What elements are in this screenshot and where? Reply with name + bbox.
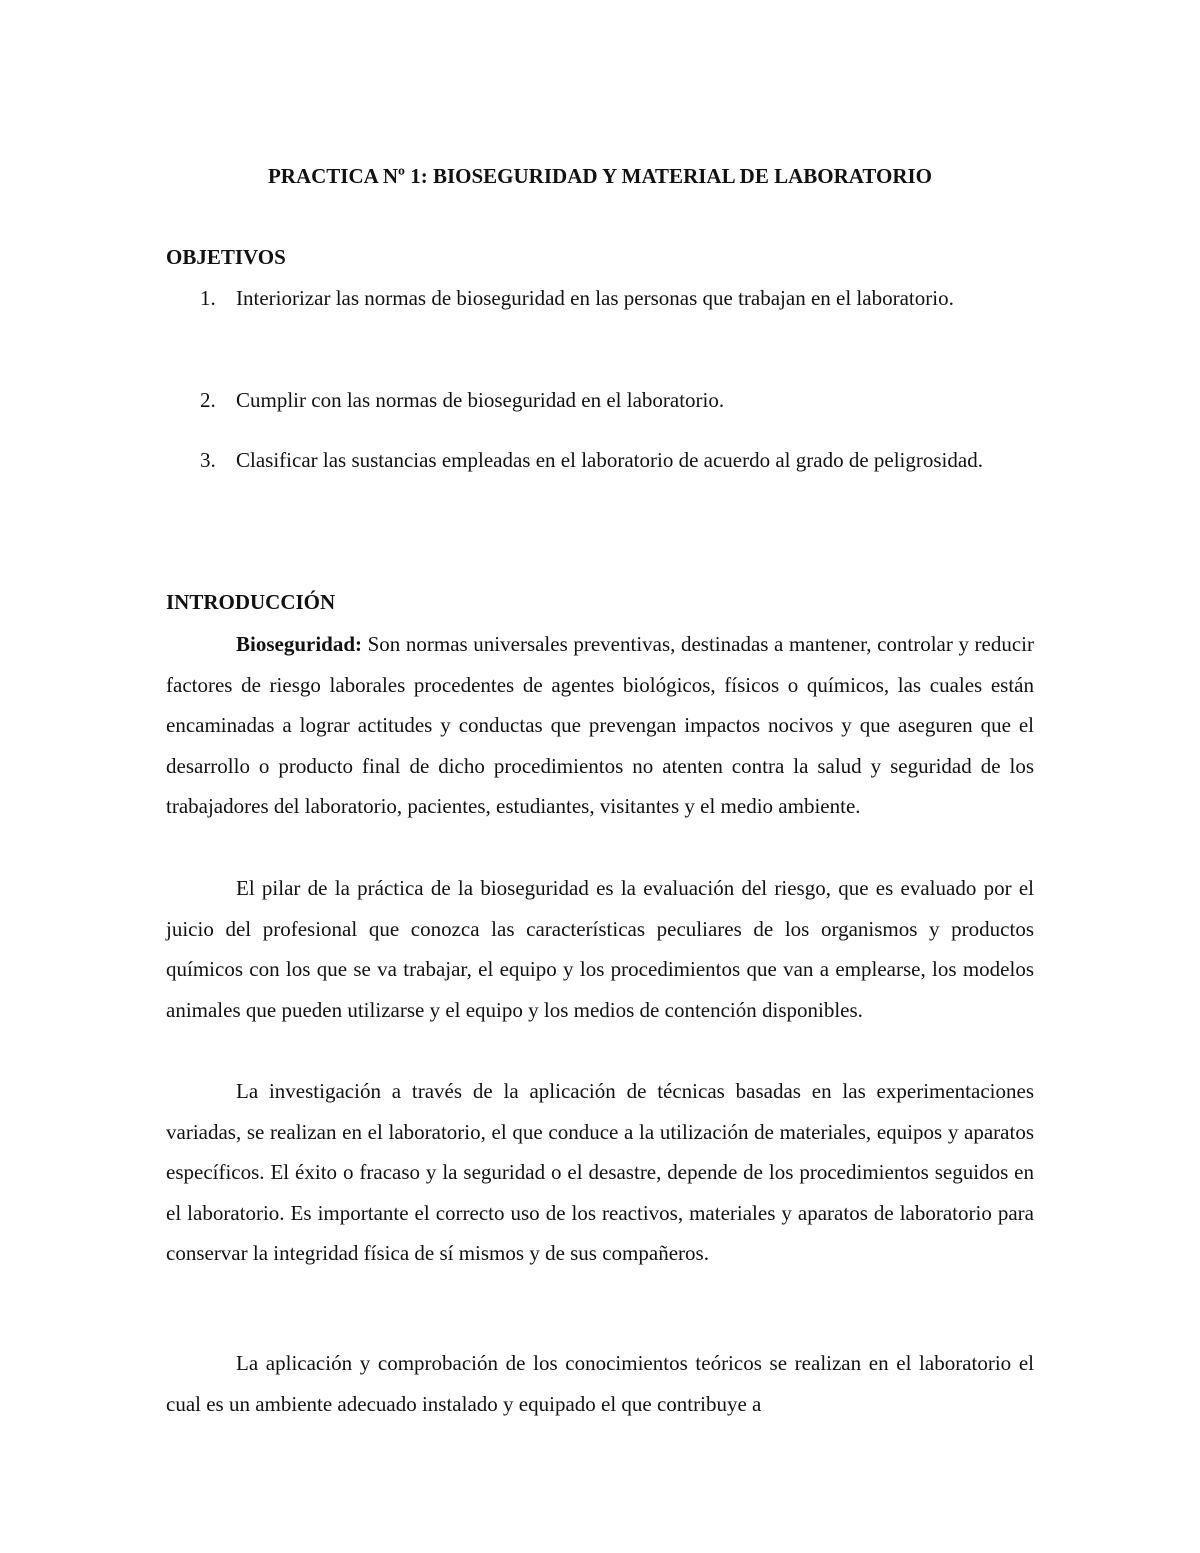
intro-paragraph: El pilar de la práctica de la bioseguridad es la evaluación del riesgo, que es evaluado por el juicio del profesional que conozca las características peculiares de los organismos y productos químicos con los que se va trabajar, el equipo y los procedimientos que van a emplearse, los modelos animales que pueden utilizarse y el equipo y los medios de contención disponibles.	[166, 876, 1034, 1022]
intro-paragraph-bioseguridad	[166, 624, 1034, 827]
objective-number: 2.	[200, 388, 216, 412]
objective-item	[166, 440, 1034, 480]
page-title: PRACTICA Nº 1: BIOSEGURIDAD Y MATERIAL DE LABORATORIO	[267, 164, 933, 188]
bioseguridad-term: Bioseguridad:	[236, 632, 363, 656]
introduction-heading: INTRODUCCIÓN	[166, 590, 336, 614]
bioseguridad-definition: Son normas universales preventivas, destinadas a mantener, controlar y reducir factores de riesgo laborales procedentes de agentes biológicos, físicos o químicos, las cuales están encaminadas a lograr actitudes y conductas que prevengan impactos nocivos y que aseguren que el desarrollo o producto final de dicho procedimientos no atenten contra la salud y seguridad de los trabajadores del laboratorio, pacientes, estudiantes, visitantes y el medio ambiente.	[166, 632, 1034, 819]
objective-text: Clasificar las sustancias empleadas en el laboratorio de acuerdo al grado de peligrosidad.	[236, 448, 983, 472]
objective-number: 1.	[200, 286, 216, 310]
intro-paragraph: La investigación a través de la aplicación de técnicas basadas en las experimentaciones variadas, se realizan en el laboratorio, el que conduce a la utilización de materiales, equipos y aparatos específicos. El éxito o fracaso y la seguridad o el desastre, depende de los procedimientos seguidos en el laboratorio. Es importante el correcto uso de los reactivos, materiales y aparatos de laboratorio para conservar la integridad física de sí mismos y de sus compañeros.	[166, 1079, 1034, 1266]
objective-item	[166, 380, 1034, 420]
objectives-heading: OBJETIVOS	[166, 245, 286, 269]
objective-text: Interiorizar las normas de bioseguridad en las personas que trabajan en el laboratorio.	[236, 286, 954, 310]
objective-number: 3.	[200, 448, 216, 472]
objective-item	[166, 278, 1034, 318]
intro-paragraph: La aplicación y comprobación de los conocimientos teóricos se realizan en el laboratorio el cual es un ambiente adecuado instalado y equipado el que contribuye a	[166, 1351, 1034, 1416]
objective-text: Cumplir con las normas de bioseguridad en el laboratorio.	[236, 388, 725, 412]
